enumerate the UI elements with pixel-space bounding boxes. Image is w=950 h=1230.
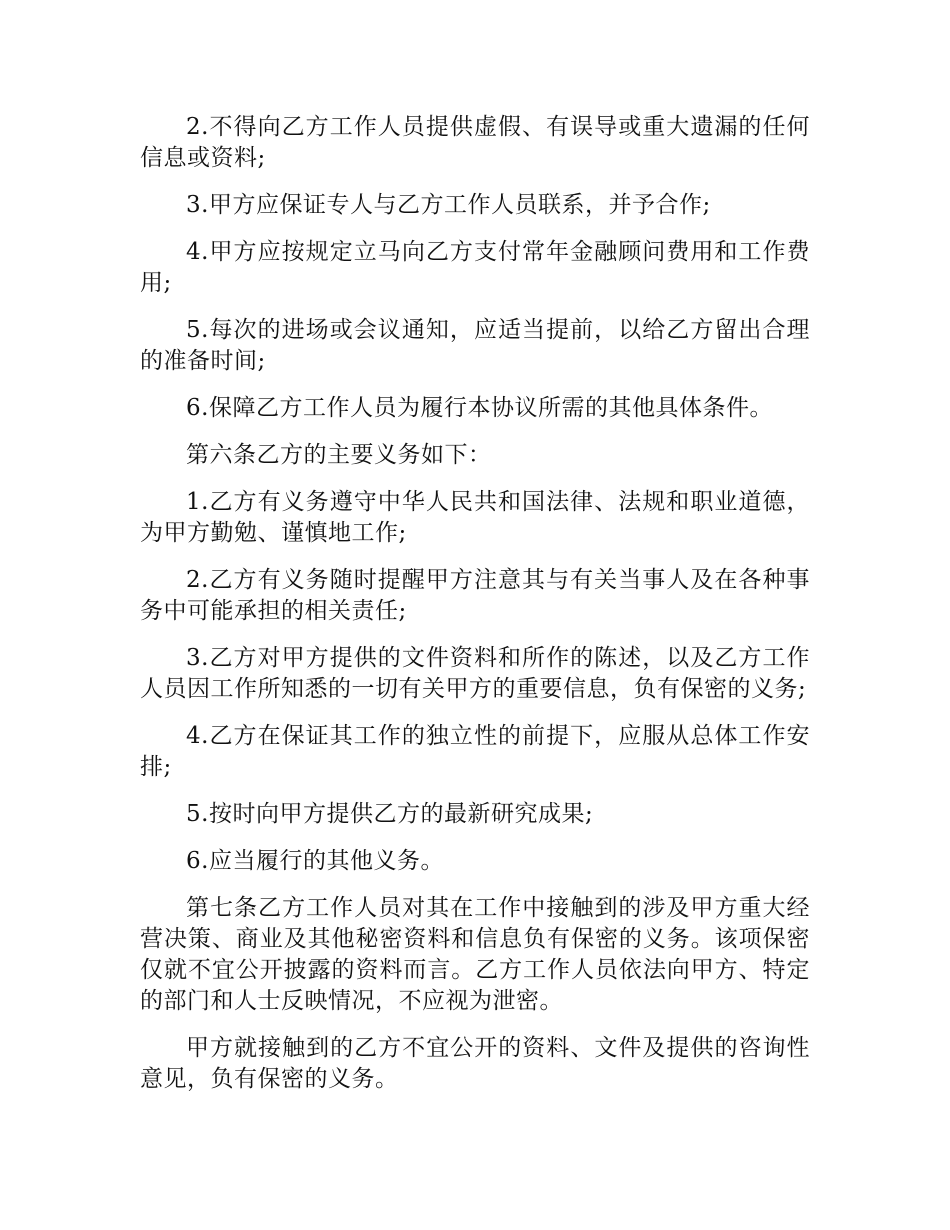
article-six-heading: 第六条乙方的主要义务如下： — [186, 442, 492, 468]
paragraph-party-a-confidentiality: 甲方就接触到的乙方不宜公开的资料、文件及提供的咨询性意见，负有保密的义务。 — [140, 1035, 810, 1092]
paragraph-party-b-remind: 2.乙方有义务随时提醒甲方注意其与有关当事人及在各种事务中可能承担的相关责任; — [140, 567, 810, 624]
paragraph-party-a-pay-fees: 4.甲方应按规定立马向乙方支付常年金融顾问费用和工作费用; — [140, 239, 810, 296]
paragraph-party-b-other-duties: 6.应当履行的其他义务。 — [186, 848, 444, 874]
paragraph-party-b-comply-law: 1.乙方有义务遵守中华人民共和国法律、法规和职业道德，为甲方勤勉、谨慎地工作; — [140, 489, 810, 546]
paragraph-party-b-arrangement: 4.乙方在保证其工作的独立性的前提下，应服从总体工作安排; — [140, 723, 810, 780]
paragraph-party-a-no-false-info: 2.不得向乙方工作人员提供虚假、有误导或重大遗漏的任何信息或资料; — [140, 114, 810, 171]
paragraph-party-b-confidentiality: 3.乙方对甲方提供的文件资料和所作的陈述，以及乙方工作人员因工作所知悉的一切有关甲方的重要信息，负有保密的义务; — [140, 645, 810, 702]
paragraph-party-a-notice: 5.每次的进场或会议通知，应适当提前，以给乙方留出合理的准备时间; — [140, 317, 810, 374]
paragraph-party-a-conditions: 6.保障乙方工作人员为履行本协议所需的其他具体条件。 — [186, 395, 773, 421]
document-page — [140, 112, 810, 1111]
paragraph-party-a-contact-person: 3.甲方应保证专人与乙方工作人员联系，并予合作; — [186, 192, 711, 218]
article-seven-confidentiality: 第七条乙方工作人员对其在工作中接触到的涉及甲方重大经营决策、商业及其他秘密资料和信息负有保密的义务。该项保密仅就不宜公开披露的资料而言。乙方工作人员依法向甲方、特定的部门和人士反映情况，不应视为泄密。 — [140, 895, 810, 1014]
paragraph-party-b-research: 5.按时向甲方提供乙方的最新研究成果; — [186, 801, 594, 827]
